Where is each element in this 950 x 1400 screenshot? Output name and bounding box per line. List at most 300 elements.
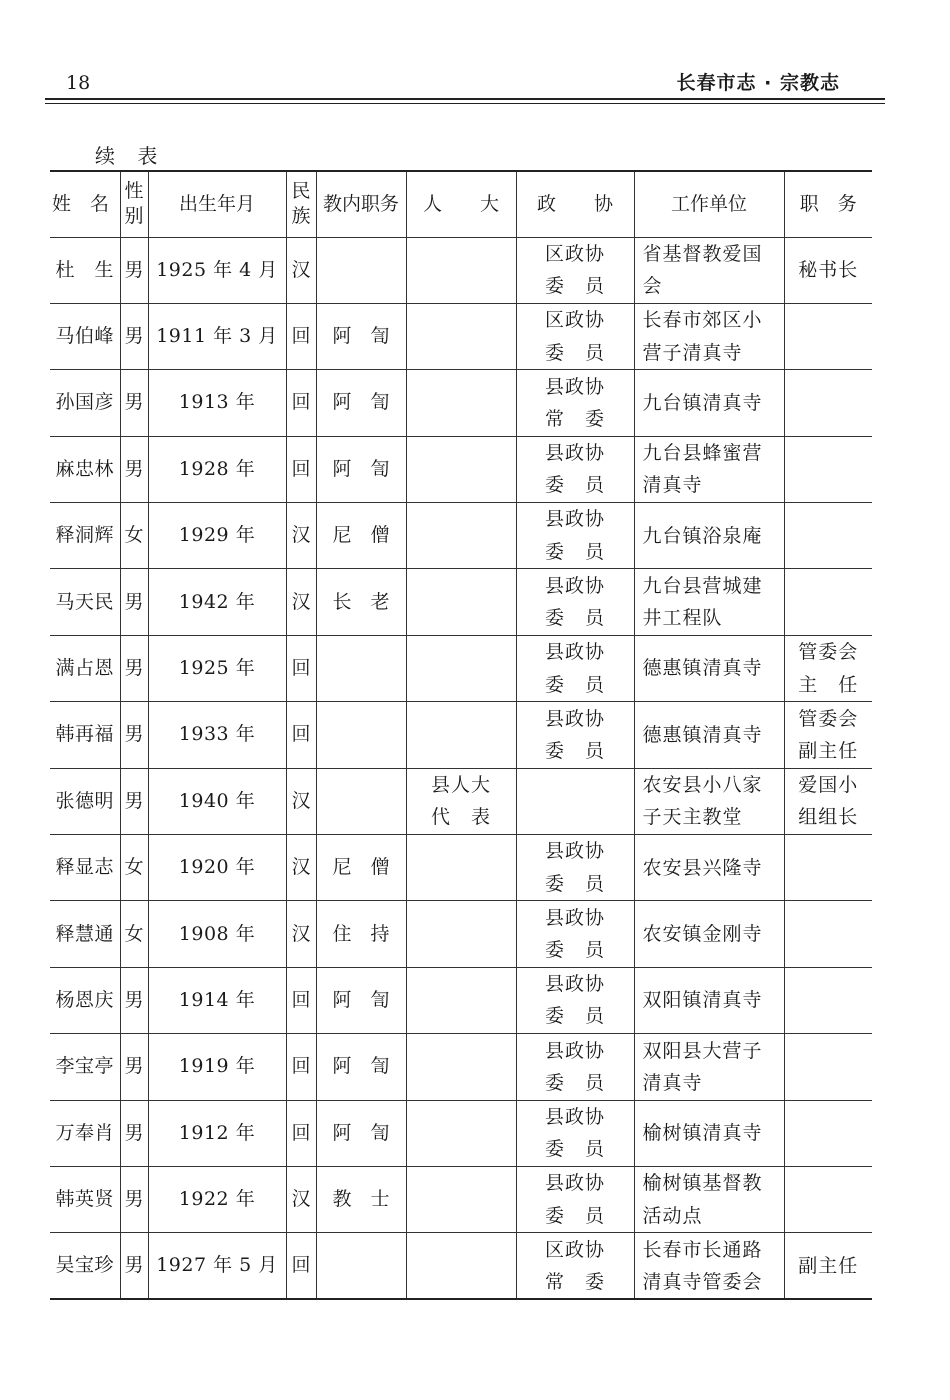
gender-value: 男 <box>124 325 144 348</box>
cell-npc <box>406 1100 516 1166</box>
cell-npc <box>406 569 516 635</box>
cell-birth <box>148 237 286 303</box>
workplace-line-1: 榆树镇清真寺 <box>642 1122 763 1145</box>
cell-gender <box>120 303 148 369</box>
cell-position <box>784 768 872 834</box>
cell-ethnicity <box>286 901 316 967</box>
workplace-line-2: 子天主教堂 <box>642 806 743 829</box>
person-name: 麻忠林 <box>55 457 114 480</box>
cell-birth <box>148 1034 286 1100</box>
cell-ethnicity <box>286 768 316 834</box>
col-header-religious-post: 教内职务 <box>316 171 406 237</box>
cell-npc <box>406 702 516 768</box>
cell-religious-post <box>316 1034 406 1100</box>
cppcc-line-2: 委 员 <box>544 673 605 696</box>
cell-npc <box>406 1166 516 1232</box>
cell-workplace <box>634 503 784 569</box>
workplace-line-2: 井工程队 <box>642 607 723 630</box>
birth-value: 1919 年 <box>178 1055 256 1078</box>
gender-value: 女 <box>124 922 144 945</box>
cell-cppcc <box>516 967 634 1033</box>
cell-workplace <box>634 370 784 436</box>
cell-name <box>50 503 120 569</box>
cell-religious-post <box>316 768 406 834</box>
gender-value: 男 <box>124 391 144 414</box>
cell-religious-post <box>316 370 406 436</box>
cell-position <box>784 303 872 369</box>
cell-workplace <box>634 901 784 967</box>
header-rule-thick <box>45 98 885 100</box>
cell-religious-post <box>316 967 406 1033</box>
cell-position <box>784 702 872 768</box>
cell-position <box>784 370 872 436</box>
cppcc-line-1: 县政协 <box>544 574 605 597</box>
cell-religious-post <box>316 303 406 369</box>
col-header-ethnicity-2: 族 <box>291 205 311 228</box>
gender-value: 男 <box>124 1055 144 1078</box>
cppcc-line-1: 区政协 <box>544 309 605 332</box>
cppcc-line-2: 委 员 <box>544 474 605 497</box>
religious-post-value: 阿 訇 <box>332 457 390 480</box>
cell-gender <box>120 835 148 901</box>
cell-birth <box>148 303 286 369</box>
gender-value: 男 <box>124 1254 144 1277</box>
person-name: 万奉肖 <box>55 1121 114 1144</box>
person-name: 释显志 <box>55 856 114 879</box>
cell-ethnicity <box>286 1233 316 1299</box>
person-name: 杜 生 <box>55 258 114 281</box>
person-name: 韩再福 <box>55 723 114 746</box>
table-row <box>50 1166 872 1232</box>
cell-cppcc <box>516 1166 634 1232</box>
cell-workplace <box>634 237 784 303</box>
birth-value: 1925 年 4 月 <box>156 258 278 281</box>
cell-cppcc <box>516 1034 634 1100</box>
cell-ethnicity <box>286 835 316 901</box>
cell-name <box>50 436 120 502</box>
cell-ethnicity <box>286 1100 316 1166</box>
cell-workplace <box>634 967 784 1033</box>
workplace-line-1: 榆树镇基督教 <box>642 1172 763 1195</box>
cell-cppcc <box>516 436 634 502</box>
cell-gender <box>120 569 148 635</box>
cell-gender <box>120 1233 148 1299</box>
col-header-ethnicity-1: 民 <box>291 179 311 202</box>
cell-workplace <box>634 436 784 502</box>
page-number: 18 <box>66 72 91 94</box>
roster-body <box>50 237 872 1299</box>
cell-npc <box>406 768 516 834</box>
cell-cppcc <box>516 237 634 303</box>
birth-value: 1922 年 <box>178 1188 256 1211</box>
cppcc-line-2: 常 委 <box>544 407 605 430</box>
cell-ethnicity <box>286 303 316 369</box>
cell-gender <box>120 1034 148 1100</box>
cppcc-line-2: 委 员 <box>544 1071 605 1094</box>
col-header-gender-2: 别 <box>124 205 144 228</box>
position-line-1: 管委会 <box>798 707 859 730</box>
cell-gender <box>120 503 148 569</box>
cell-workplace <box>634 835 784 901</box>
gender-value: 女 <box>124 856 144 879</box>
cell-name <box>50 370 120 436</box>
cell-position <box>784 1100 872 1166</box>
cell-name <box>50 835 120 901</box>
cell-npc <box>406 835 516 901</box>
cell-workplace <box>634 1166 784 1232</box>
cppcc-line-2: 委 员 <box>544 607 605 630</box>
cppcc-line-1: 县政协 <box>544 1172 605 1195</box>
cell-position <box>784 503 872 569</box>
cell-npc <box>406 635 516 701</box>
birth-value: 1933 年 <box>178 723 256 746</box>
gender-value: 男 <box>124 988 144 1011</box>
position-line-1: 爱国小 <box>798 774 859 797</box>
cell-npc <box>406 503 516 569</box>
cell-name <box>50 768 120 834</box>
gender-value: 男 <box>124 258 144 281</box>
cell-religious-post <box>316 835 406 901</box>
cell-birth <box>148 702 286 768</box>
clergy-roster-table <box>50 170 872 1300</box>
table-row <box>50 702 872 768</box>
cppcc-line-2: 委 员 <box>544 739 605 762</box>
birth-value: 1928 年 <box>178 457 256 480</box>
birth-value: 1942 年 <box>178 590 256 613</box>
cell-religious-post <box>316 237 406 303</box>
cell-ethnicity <box>286 1034 316 1100</box>
cell-cppcc <box>516 835 634 901</box>
cell-birth <box>148 436 286 502</box>
cppcc-line-1: 县政协 <box>544 375 605 398</box>
cell-workplace <box>634 1233 784 1299</box>
cell-position <box>784 569 872 635</box>
cppcc-line-2: 委 员 <box>544 341 605 364</box>
birth-value: 1920 年 <box>178 856 256 879</box>
birth-value: 1925 年 <box>178 657 256 680</box>
birth-value: 1911 年 3 月 <box>156 325 278 348</box>
cell-cppcc <box>516 768 634 834</box>
cell-birth <box>148 635 286 701</box>
table-row <box>50 967 872 1033</box>
birth-value: 1914 年 <box>178 988 256 1011</box>
gender-value: 男 <box>124 457 144 480</box>
religious-post-value: 尼 僧 <box>332 524 390 547</box>
cppcc-line-2: 委 员 <box>544 1005 605 1028</box>
ethnicity-value: 回 <box>291 723 311 746</box>
cell-cppcc <box>516 635 634 701</box>
cppcc-line-1: 区政协 <box>544 242 605 265</box>
cell-birth <box>148 768 286 834</box>
cell-gender <box>120 967 148 1033</box>
cell-birth <box>148 1100 286 1166</box>
ethnicity-value: 汉 <box>291 524 311 547</box>
person-name: 杨恩庆 <box>55 988 114 1011</box>
cell-npc <box>406 901 516 967</box>
cppcc-line-2: 委 员 <box>544 1204 605 1227</box>
position-line-1: 副主任 <box>798 1254 859 1277</box>
col-header-cppcc: 政 协 <box>516 171 634 237</box>
table-row <box>50 768 872 834</box>
birth-value: 1908 年 <box>178 922 256 945</box>
cell-position <box>784 635 872 701</box>
cell-gender <box>120 370 148 436</box>
cell-birth <box>148 901 286 967</box>
cell-religious-post <box>316 503 406 569</box>
ethnicity-value: 回 <box>291 1121 311 1144</box>
cell-name <box>50 237 120 303</box>
cell-workplace <box>634 1100 784 1166</box>
cell-position <box>784 835 872 901</box>
npc-line-1: 县人大 <box>430 774 491 797</box>
gender-value: 男 <box>124 723 144 746</box>
table-row <box>50 569 872 635</box>
table-row <box>50 370 872 436</box>
ethnicity-value: 回 <box>291 988 311 1011</box>
table-row <box>50 237 872 303</box>
cell-position <box>784 436 872 502</box>
religious-post-value: 住 持 <box>332 922 390 945</box>
workplace-line-1: 九台镇浴泉庵 <box>642 524 763 547</box>
cell-position <box>784 967 872 1033</box>
cell-gender <box>120 1100 148 1166</box>
cell-religious-post <box>316 901 406 967</box>
cell-npc <box>406 1034 516 1100</box>
cell-religious-post <box>316 635 406 701</box>
ethnicity-value: 回 <box>291 391 311 414</box>
cell-name <box>50 303 120 369</box>
cell-npc <box>406 303 516 369</box>
person-name: 马天民 <box>55 590 114 613</box>
col-header-gender-1: 性 <box>124 179 144 202</box>
cell-birth <box>148 835 286 901</box>
workplace-line-2: 活动点 <box>642 1204 703 1227</box>
birth-value: 1912 年 <box>178 1121 256 1144</box>
workplace-line-1: 长春市长通路 <box>642 1238 763 1261</box>
cell-name <box>50 569 120 635</box>
gender-value: 女 <box>124 524 144 547</box>
workplace-line-1: 省基督教爱国 <box>642 242 763 265</box>
person-name: 释慧通 <box>55 922 114 945</box>
religious-post-value: 阿 訇 <box>332 391 390 414</box>
cell-npc <box>406 436 516 502</box>
cell-gender <box>120 237 148 303</box>
cell-ethnicity <box>286 237 316 303</box>
religious-post-value: 阿 訇 <box>332 1055 390 1078</box>
cell-religious-post <box>316 702 406 768</box>
col-header-gender <box>120 171 148 237</box>
person-name: 孙国彦 <box>55 391 114 414</box>
position-line-2: 副主任 <box>798 739 859 762</box>
cell-cppcc <box>516 1100 634 1166</box>
ethnicity-value: 汉 <box>291 922 311 945</box>
ethnicity-value: 汉 <box>291 590 311 613</box>
cell-ethnicity <box>286 1166 316 1232</box>
cell-religious-post <box>316 1166 406 1232</box>
cell-cppcc <box>516 702 634 768</box>
cell-gender <box>120 901 148 967</box>
cell-ethnicity <box>286 967 316 1033</box>
col-header-npc: 人 大 <box>406 171 516 237</box>
religious-post-value: 阿 訇 <box>332 325 390 348</box>
gender-value: 男 <box>124 789 144 812</box>
workplace-line-2: 营子清真寺 <box>642 341 743 364</box>
cell-workplace <box>634 569 784 635</box>
cell-ethnicity <box>286 569 316 635</box>
table-row <box>50 1034 872 1100</box>
cell-birth <box>148 1166 286 1232</box>
cell-religious-post <box>316 436 406 502</box>
gender-value: 男 <box>124 657 144 680</box>
table-row <box>50 635 872 701</box>
person-name: 韩英贤 <box>55 1188 114 1211</box>
religious-post-value: 阿 訇 <box>332 988 390 1011</box>
cell-position <box>784 1166 872 1232</box>
cell-npc <box>406 1233 516 1299</box>
person-name: 满占恩 <box>55 657 114 680</box>
cell-name <box>50 1034 120 1100</box>
workplace-line-1: 双阳镇清真寺 <box>642 989 763 1012</box>
workplace-line-1: 农安县兴隆寺 <box>642 856 763 879</box>
position-line-1: 秘书长 <box>798 259 859 282</box>
npc-line-2: 代 表 <box>430 806 491 829</box>
person-name: 李宝亭 <box>55 1055 114 1078</box>
cell-cppcc <box>516 1233 634 1299</box>
cppcc-line-2: 委 员 <box>544 872 605 895</box>
col-header-position: 职 务 <box>784 171 872 237</box>
header-rule-thin <box>45 103 885 104</box>
cppcc-line-1: 区政协 <box>544 1238 605 1261</box>
cell-position <box>784 1034 872 1100</box>
ethnicity-value: 回 <box>291 325 311 348</box>
person-name: 张德明 <box>55 789 114 812</box>
workplace-line-2: 清真寺 <box>642 474 703 497</box>
cell-ethnicity <box>286 503 316 569</box>
cell-gender <box>120 768 148 834</box>
cppcc-line-1: 县政协 <box>544 442 605 465</box>
ethnicity-value: 汉 <box>291 856 311 879</box>
cell-gender <box>120 702 148 768</box>
cell-ethnicity <box>286 702 316 768</box>
cell-position <box>784 901 872 967</box>
table-row <box>50 503 872 569</box>
cppcc-line-1: 县政协 <box>544 1105 605 1128</box>
cell-cppcc <box>516 503 634 569</box>
ethnicity-value: 汉 <box>291 789 311 812</box>
cppcc-line-1: 县政协 <box>544 641 605 664</box>
cppcc-line-2: 委 员 <box>544 540 605 563</box>
cell-birth <box>148 967 286 1033</box>
cell-workplace <box>634 635 784 701</box>
workplace-line-1: 九台县营城建 <box>642 574 763 597</box>
cell-workplace <box>634 768 784 834</box>
col-header-workplace: 工作单位 <box>634 171 784 237</box>
cell-npc <box>406 370 516 436</box>
cell-birth <box>148 1233 286 1299</box>
cell-gender <box>120 1166 148 1232</box>
cppcc-line-2: 委 员 <box>544 275 605 298</box>
workplace-line-2: 会 <box>642 275 663 298</box>
cppcc-line-2: 常 委 <box>544 1270 605 1293</box>
workplace-line-2: 清真寺管委会 <box>642 1270 763 1293</box>
cppcc-line-1: 县政协 <box>544 707 605 730</box>
cell-religious-post <box>316 1100 406 1166</box>
cell-name <box>50 967 120 1033</box>
cell-cppcc <box>516 569 634 635</box>
cppcc-line-1: 县政协 <box>544 508 605 531</box>
workplace-line-1: 农安镇金刚寺 <box>642 922 763 945</box>
ethnicity-value: 汉 <box>291 1188 311 1211</box>
cell-cppcc <box>516 901 634 967</box>
cell-name <box>50 1233 120 1299</box>
col-header-ethnicity <box>286 171 316 237</box>
cppcc-line-1: 县政协 <box>544 840 605 863</box>
religious-post-value: 教 士 <box>332 1188 390 1211</box>
cell-ethnicity <box>286 635 316 701</box>
workplace-line-1: 长春市郊区小 <box>642 309 763 332</box>
table-caption: 续 表 <box>95 144 166 168</box>
cppcc-line-2: 委 员 <box>544 939 605 962</box>
position-line-2: 组组长 <box>798 806 859 829</box>
workplace-line-2: 清真寺 <box>642 1071 703 1094</box>
cppcc-line-1: 县政协 <box>544 1039 605 1062</box>
position-line-1: 管委会 <box>798 641 859 664</box>
table-row <box>50 901 872 967</box>
col-header-birth: 出生年月 <box>148 171 286 237</box>
workplace-line-1: 农安县小八家 <box>642 774 763 797</box>
cell-workplace <box>634 303 784 369</box>
person-name: 马伯峰 <box>55 325 114 348</box>
cell-name <box>50 635 120 701</box>
person-name: 释洞辉 <box>55 524 114 547</box>
cell-npc <box>406 967 516 1033</box>
header-row <box>50 171 872 237</box>
cppcc-line-1: 县政协 <box>544 973 605 996</box>
birth-value: 1929 年 <box>178 524 256 547</box>
table-row <box>50 1233 872 1299</box>
table-row <box>50 303 872 369</box>
cell-gender <box>120 635 148 701</box>
religious-post-value: 尼 僧 <box>332 856 390 879</box>
cell-ethnicity <box>286 436 316 502</box>
workplace-line-1: 九台镇清真寺 <box>642 391 763 414</box>
col-header-name: 姓 名 <box>50 171 120 237</box>
gender-value: 男 <box>124 590 144 613</box>
workplace-line-1: 双阳县大营子 <box>642 1039 763 1062</box>
cell-cppcc <box>516 303 634 369</box>
ethnicity-value: 汉 <box>291 258 311 281</box>
table-row <box>50 436 872 502</box>
cell-gender <box>120 436 148 502</box>
ethnicity-value: 回 <box>291 657 311 680</box>
workplace-line-1: 九台县蜂蜜营 <box>642 442 763 465</box>
ethnicity-value: 回 <box>291 1055 311 1078</box>
cell-name <box>50 1166 120 1232</box>
ethnicity-value: 回 <box>291 457 311 480</box>
table-row <box>50 1100 872 1166</box>
cell-birth <box>148 569 286 635</box>
cell-ethnicity <box>286 370 316 436</box>
gender-value: 男 <box>124 1121 144 1144</box>
birth-value: 1913 年 <box>178 391 256 414</box>
birth-value: 1940 年 <box>178 789 256 812</box>
workplace-line-1: 德惠镇清真寺 <box>642 723 763 746</box>
religious-post-value: 长 老 <box>332 590 390 613</box>
book-title: 长春市志 · 宗教志 <box>676 72 840 94</box>
cppcc-line-1: 县政协 <box>544 906 605 929</box>
cell-name <box>50 1100 120 1166</box>
religious-post-value: 阿 訇 <box>332 1121 390 1144</box>
